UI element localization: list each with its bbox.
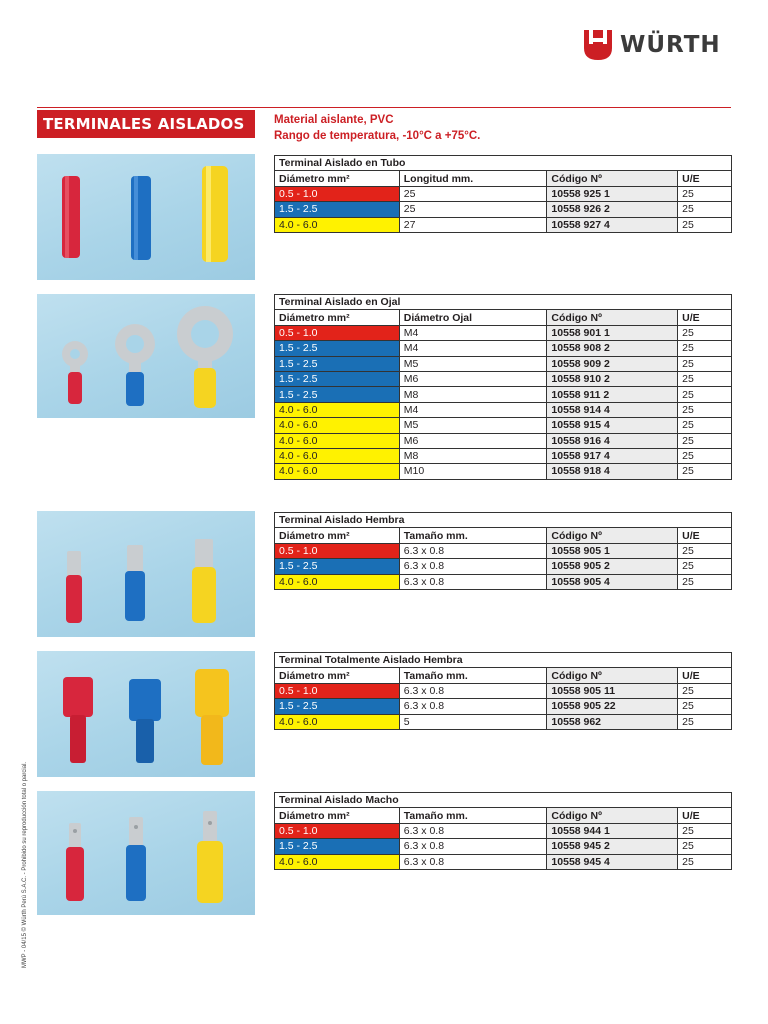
unit-cell: 25 [678, 543, 732, 558]
diameter-cell: 1.5 - 2.5 [275, 341, 400, 356]
column-header: Código Nº [547, 310, 678, 325]
column-header: Diámetro Ojal [399, 310, 547, 325]
table-row [275, 402, 732, 417]
spec-cell: 6.3 x 0.8 [399, 854, 547, 869]
column-header: Diámetro mm² [275, 171, 400, 186]
code-cell: 10558 917 4 [547, 448, 678, 463]
spec-cell: 6.3 x 0.8 [399, 559, 547, 574]
spec-cell: M4 [399, 402, 547, 417]
code-cell: 10558 916 4 [547, 433, 678, 448]
table-caption-row [275, 295, 732, 310]
code-cell: 10558 925 1 [547, 186, 678, 201]
table-caption-row [275, 513, 732, 528]
table-row [275, 854, 732, 869]
page-title-text: TERMINALES AISLADOS [43, 115, 245, 133]
unit-cell: 25 [678, 356, 732, 371]
column-header: Tamaño mm. [399, 528, 547, 543]
diameter-cell: 4.0 - 6.0 [275, 418, 400, 433]
diameter-cell: 1.5 - 2.5 [275, 839, 400, 854]
diameter-cell: 1.5 - 2.5 [275, 699, 400, 714]
spec-cell: 6.3 x 0.8 [399, 574, 547, 589]
diameter-cell: 1.5 - 2.5 [275, 559, 400, 574]
table-row [275, 683, 732, 698]
photo-male-terminals [37, 791, 255, 915]
column-header: Diámetro mm² [275, 808, 400, 823]
column-header: Código Nº [547, 528, 678, 543]
table-caption-row [275, 653, 732, 668]
diameter-cell: 1.5 - 2.5 [275, 202, 400, 217]
unit-cell: 25 [678, 574, 732, 589]
unit-cell: 25 [678, 433, 732, 448]
spec-cell: M4 [399, 341, 547, 356]
table-male-terminals [274, 792, 732, 870]
spec-cell: 6.3 x 0.8 [399, 699, 547, 714]
code-cell: 10558 908 2 [547, 341, 678, 356]
spec-cell: M4 [399, 325, 547, 340]
table-header-row [275, 528, 732, 543]
diameter-cell: 4.0 - 6.0 [275, 464, 400, 479]
unit-cell: 25 [678, 699, 732, 714]
table-caption: Terminal Aislado en Tubo [275, 156, 732, 171]
diameter-cell: 4.0 - 6.0 [275, 714, 400, 729]
unit-cell: 25 [678, 387, 732, 402]
unit-cell: 25 [678, 202, 732, 217]
table-row [275, 371, 732, 386]
photo-tube-terminals [37, 154, 255, 280]
code-cell: 10558 945 2 [547, 839, 678, 854]
column-header: U/E [678, 668, 732, 683]
table-row [275, 543, 732, 558]
code-cell: 10558 911 2 [547, 387, 678, 402]
spec-cell: 6.3 x 0.8 [399, 683, 547, 698]
unit-cell: 25 [678, 823, 732, 838]
table-row [275, 387, 732, 402]
table-row [275, 217, 732, 232]
spec-cell: M5 [399, 418, 547, 433]
table-row [275, 574, 732, 589]
brand-name: WÜRTH [620, 32, 721, 58]
table-row [275, 448, 732, 463]
unit-cell: 25 [678, 341, 732, 356]
photo-female-terminals [37, 511, 255, 637]
table-row [275, 325, 732, 340]
code-cell: 10558 909 2 [547, 356, 678, 371]
code-cell: 10558 905 2 [547, 559, 678, 574]
code-cell: 10558 905 11 [547, 683, 678, 698]
unit-cell: 25 [678, 464, 732, 479]
spec-cell: M6 [399, 371, 547, 386]
diameter-cell: 1.5 - 2.5 [275, 371, 400, 386]
table-tube-terminals [274, 155, 732, 233]
table-row [275, 839, 732, 854]
spec-cell: M6 [399, 433, 547, 448]
column-header: U/E [678, 171, 732, 186]
diameter-cell: 1.5 - 2.5 [275, 387, 400, 402]
unit-cell: 25 [678, 186, 732, 201]
spec-cell: M10 [399, 464, 547, 479]
table-row [275, 823, 732, 838]
unit-cell: 25 [678, 714, 732, 729]
column-header: U/E [678, 808, 732, 823]
spec-cell: M5 [399, 356, 547, 371]
unit-cell: 25 [678, 559, 732, 574]
subtitle-temperature: Rango de temperatura, -10°C a +75°C. [274, 130, 481, 142]
table-row [275, 202, 732, 217]
spec-cell: 6.3 x 0.8 [399, 823, 547, 838]
diameter-cell: 0.5 - 1.0 [275, 683, 400, 698]
photo-fully-insulated-female-terminals [37, 651, 255, 777]
table-caption: Terminal Aislado Hembra [275, 513, 732, 528]
spec-cell: 25 [399, 202, 547, 217]
column-header: Diámetro mm² [275, 310, 400, 325]
diameter-cell: 4.0 - 6.0 [275, 402, 400, 417]
table-row [275, 341, 732, 356]
table-fully-insulated-female-terminals [274, 652, 732, 730]
table-row [275, 356, 732, 371]
diameter-cell: 1.5 - 2.5 [275, 356, 400, 371]
unit-cell: 25 [678, 402, 732, 417]
header-rule [37, 107, 731, 108]
spec-cell: 5 [399, 714, 547, 729]
table-row [275, 714, 732, 729]
photo-ring-terminals [37, 294, 255, 418]
code-cell: 10558 944 1 [547, 823, 678, 838]
spec-cell: 27 [399, 217, 547, 232]
spec-cell: 25 [399, 186, 547, 201]
column-header: Tamaño mm. [399, 808, 547, 823]
code-cell: 10558 910 2 [547, 371, 678, 386]
table-caption: Terminal Aislado en Ojal [275, 295, 732, 310]
subtitle [274, 112, 480, 144]
table-header-row [275, 171, 732, 186]
unit-cell: 25 [678, 448, 732, 463]
diameter-cell: 4.0 - 6.0 [275, 433, 400, 448]
diameter-cell: 4.0 - 6.0 [275, 217, 400, 232]
table-row [275, 559, 732, 574]
spec-cell: M8 [399, 387, 547, 402]
code-cell: 10558 926 2 [547, 202, 678, 217]
code-cell: 10558 901 1 [547, 325, 678, 340]
unit-cell: 25 [678, 683, 732, 698]
table-row [275, 433, 732, 448]
code-cell: 10558 918 4 [547, 464, 678, 479]
spec-cell: 6.3 x 0.8 [399, 543, 547, 558]
table-caption: Terminal Totalmente Aislado Hembra [275, 653, 732, 668]
code-cell: 10558 905 4 [547, 574, 678, 589]
code-cell: 10558 905 22 [547, 699, 678, 714]
table-caption-row [275, 156, 732, 171]
column-header: Diámetro mm² [275, 668, 400, 683]
table-row [275, 699, 732, 714]
unit-cell: 25 [678, 854, 732, 869]
column-header: U/E [678, 310, 732, 325]
page-title [37, 110, 255, 138]
table-row [275, 418, 732, 433]
unit-cell: 25 [678, 217, 732, 232]
code-cell: 10558 915 4 [547, 418, 678, 433]
diameter-cell: 4.0 - 6.0 [275, 854, 400, 869]
unit-cell: 25 [678, 371, 732, 386]
column-header: Longitud mm. [399, 171, 547, 186]
diameter-cell: 0.5 - 1.0 [275, 325, 400, 340]
code-cell: 10558 914 4 [547, 402, 678, 417]
wurth-logo [584, 30, 721, 60]
table-ring-terminals [274, 294, 732, 480]
unit-cell: 25 [678, 839, 732, 854]
column-header: Código Nº [547, 668, 678, 683]
code-cell: 10558 927 4 [547, 217, 678, 232]
table-female-terminals [274, 512, 732, 590]
table-header-row [275, 808, 732, 823]
column-header: Tamaño mm. [399, 668, 547, 683]
table-row [275, 186, 732, 201]
diameter-cell: 4.0 - 6.0 [275, 448, 400, 463]
unit-cell: 25 [678, 418, 732, 433]
code-cell: 10558 905 1 [547, 543, 678, 558]
subtitle-material: Material aislante, PVC [274, 114, 394, 126]
column-header: U/E [678, 528, 732, 543]
diameter-cell: 0.5 - 1.0 [275, 823, 400, 838]
diameter-cell: 0.5 - 1.0 [275, 543, 400, 558]
column-header: Diámetro mm² [275, 528, 400, 543]
table-header-row [275, 310, 732, 325]
code-cell: 10558 945 4 [547, 854, 678, 869]
diameter-cell: 0.5 - 1.0 [275, 186, 400, 201]
column-header: Código Nº [547, 171, 678, 186]
table-caption: Terminal Aislado Macho [275, 793, 732, 808]
copyright-note: MWP - 04/15 © Würth Perú S.A.C. - Prohibido su reproducción total o parcial. [22, 761, 28, 968]
code-cell: 10558 962 [547, 714, 678, 729]
table-row [275, 464, 732, 479]
table-header-row [275, 668, 732, 683]
spec-cell: 6.3 x 0.8 [399, 839, 547, 854]
table-caption-row [275, 793, 732, 808]
unit-cell: 25 [678, 325, 732, 340]
diameter-cell: 4.0 - 6.0 [275, 574, 400, 589]
wurth-logo-icon [584, 30, 612, 60]
column-header: Código Nº [547, 808, 678, 823]
spec-cell: M8 [399, 448, 547, 463]
